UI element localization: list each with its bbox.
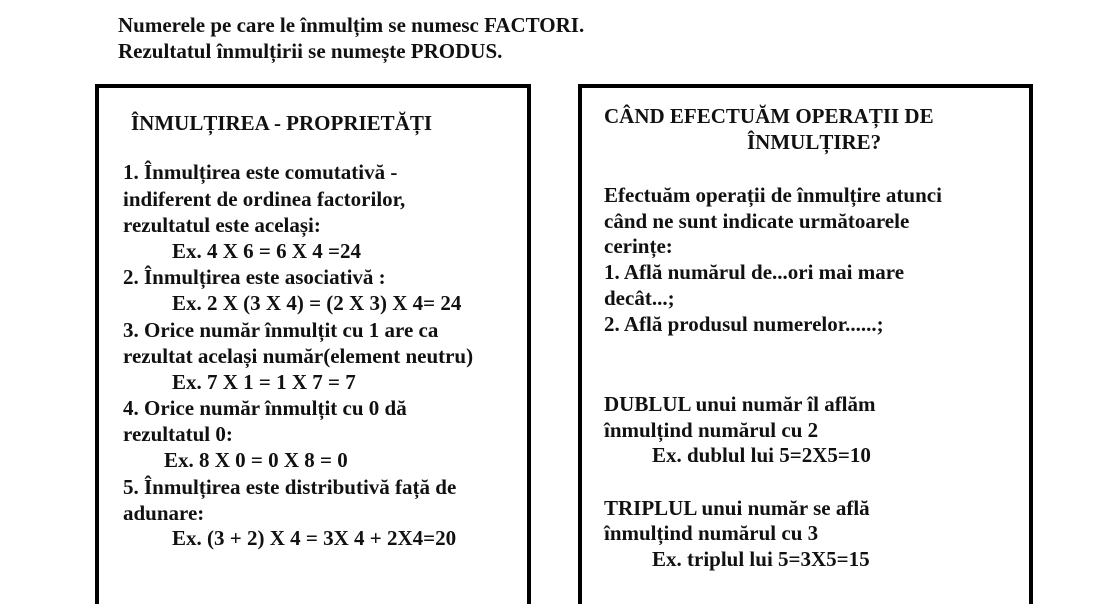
text-line: înmulțind numărul cu 2 (604, 418, 819, 442)
intro-line: Rezultatul înmulțirii se numește PRODUS. (118, 39, 503, 63)
text-line: înmulțind numărul cu 3 (604, 521, 819, 545)
example-line: Ex. 2 X (3 X 4) = (2 X 3) X 4= 24 (172, 291, 462, 315)
example-line: Ex. (3 + 2) X 4 = 3X 4 + 2X4=20 (172, 526, 457, 550)
text-line: DUBLUL unui număr îl aflăm (604, 392, 876, 416)
when-title: ÎNMULȚIRE? (747, 130, 882, 154)
text-line: cerințe: (604, 234, 673, 258)
text-line: 3. Orice număr înmulțit cu 1 are ca (123, 318, 439, 342)
text-line: rezultat același număr(element neutru) (123, 344, 474, 368)
example-line: Ex. dublul lui 5=2X5=10 (652, 443, 871, 467)
example-line: Ex. 8 X 0 = 0 X 8 = 0 (164, 448, 348, 472)
example-line: Ex. 7 X 1 = 1 X 7 = 7 (172, 370, 356, 394)
text-line: 2. Află produsul numerelor......; (604, 312, 884, 336)
text-line: 1. Înmulțirea este comutativă - (123, 160, 398, 184)
properties-title: ÎNMULȚIREA - PROPRIETĂȚI (131, 111, 433, 135)
text-line: 5. Înmulțirea este distributivă față de (123, 475, 457, 499)
text-line: decât...; (604, 286, 675, 310)
intro-line: Numerele pe care le înmulțim se numesc FACTORI. (118, 13, 585, 37)
text-line: 2. Înmulțirea este asociativă : (123, 265, 386, 289)
text-line: adunare: (123, 501, 205, 525)
text-line: indiferent de ordinea factorilor, (123, 187, 406, 211)
when-title: CÂND EFECTUĂM OPERAȚII DE (604, 104, 934, 128)
text-line: TRIPLUL unui număr se află (604, 496, 870, 520)
text-line: Efectuăm operații de înmulțire atunci (604, 183, 942, 207)
example-line: Ex. 4 X 6 = 6 X 4 =24 (172, 239, 362, 263)
text-line: când ne sunt indicate următoarele (604, 209, 910, 233)
text-line: rezultatul 0: (123, 422, 233, 446)
text-line: rezultatul este același: (123, 213, 321, 237)
text-line: 1. Află numărul de...ori mai mare (604, 260, 905, 284)
example-line: Ex. triplul lui 5=3X5=15 (652, 547, 870, 571)
text-line: 4. Orice număr înmulțit cu 0 dă (123, 396, 407, 420)
